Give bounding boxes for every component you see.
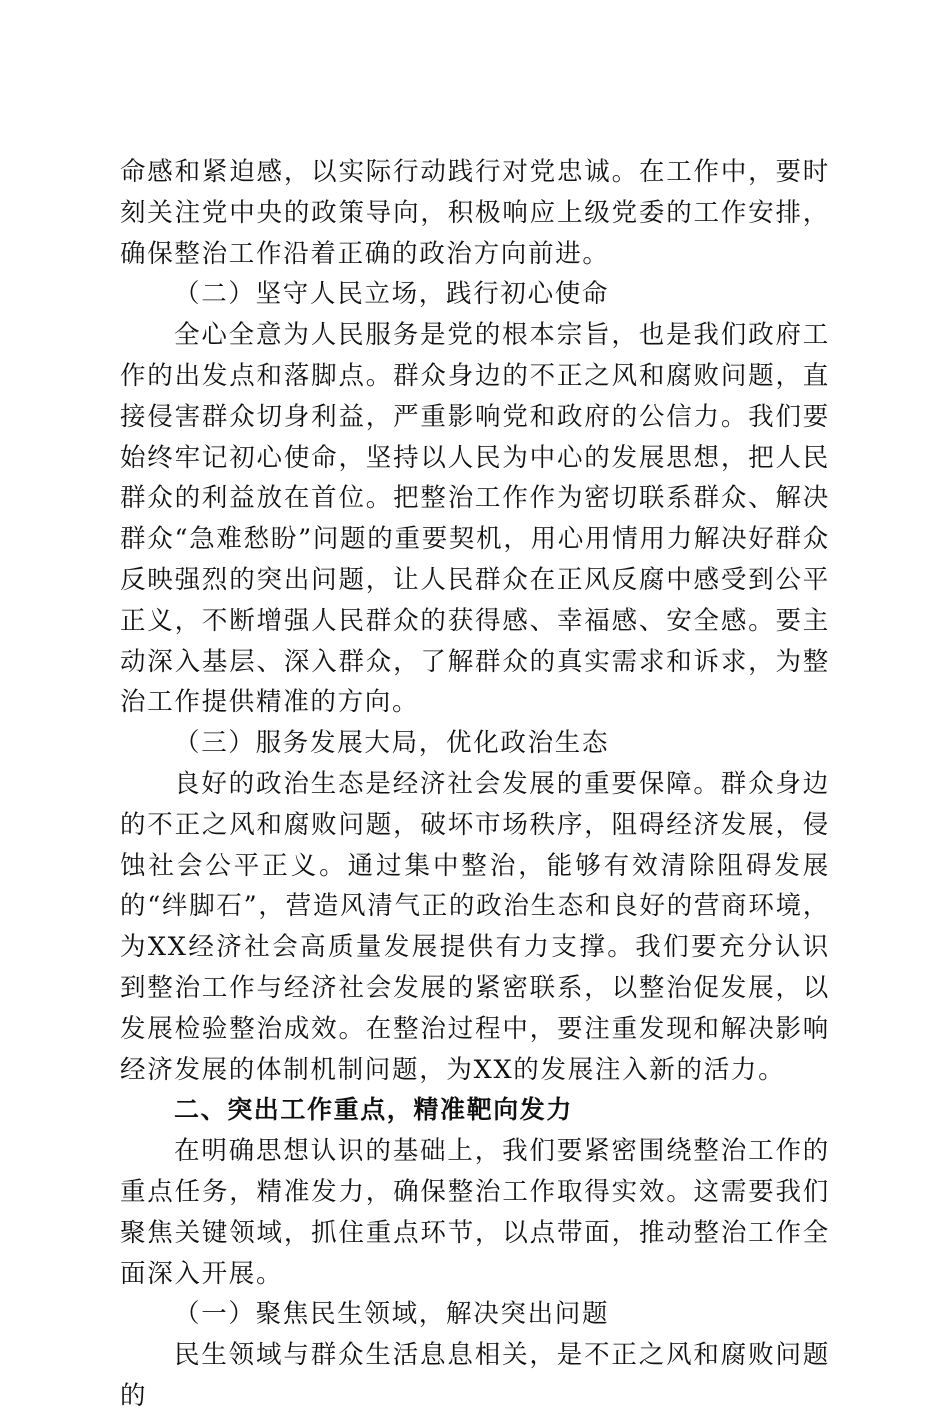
document-body [120,152,830,1417]
heading-1-3: （三）服务发展大局，优化政治生态 [174,728,610,759]
heading-section-2: 二、突出工作重点，精准靶向发力 [174,1095,574,1125]
paragraph-intro-tail: 命感和紧迫感，以实际行动践行对党忠诚。在工作中，要时刻关注党中央的政策导向，积极响应上级党委的工作安排，确保整治工作沿着正确的政治方向前进。 [120,157,830,269]
heading-1-2: （二）坚守人民立场，践行初心使命 [174,279,610,310]
paragraph-2-1: 民生领域与群众生活息息相关，是不正之风和腐败问题的 [120,1340,830,1411]
paragraph-1-3: 良好的政治生态是经济社会发展的重要保障。群众身边的不正之风和腐败问题，破坏市场秩序，阻碍经济发展，侵蚀社会公平正义。通过集中整治，能够有效清除阻碍发展的“绊脚石”，营造风清气正的政治生态和良好的营商环境，为XX经济社会高质量发展提供有力支撑。我们要充分认识到整治工作与经济社会发展的紧密联系，以整治促发展，以发展检验整治成效。在整治过程中，要注重发现和解决影响经济发展的体制机制问题，为XX的发展注入新的活力。 [120,768,830,1085]
paragraph-1-2: 全心全意为人民服务是党的根本宗旨，也是我们政府工作的出发点和落脚点。群众身边的不正之风和腐败问题，直接侵害群众切身利益，严重影响党和政府的公信力。我们要始终牢记初心使命，坚持以人民为中心的发展思想，把人民群众的利益放在首位。把整治工作作为密切联系群众、解决群众“急难愁盼”问题的重要契机，用心用情用力解决好群众反映强烈的突出问题，让人民群众在正风反腐中感受到公平正义，不断增强人民群众的获得感、幸福感、安全感。要主动深入基层、深入群众，了解群众的真实需求和诉求，为整治工作提供精准的方向。 [120,320,830,718]
heading-2-1: （一）聚焦民生领域，解决突出问题 [174,1299,610,1330]
paragraph-2: 在明确思想认识的基础上，我们要紧密围绕整治工作的重点任务，精准发力，确保整治工作取得实效。这需要我们聚焦关键领域，抓住重点环节，以点带面，推动整治工作全面深入开展。 [120,1136,830,1289]
